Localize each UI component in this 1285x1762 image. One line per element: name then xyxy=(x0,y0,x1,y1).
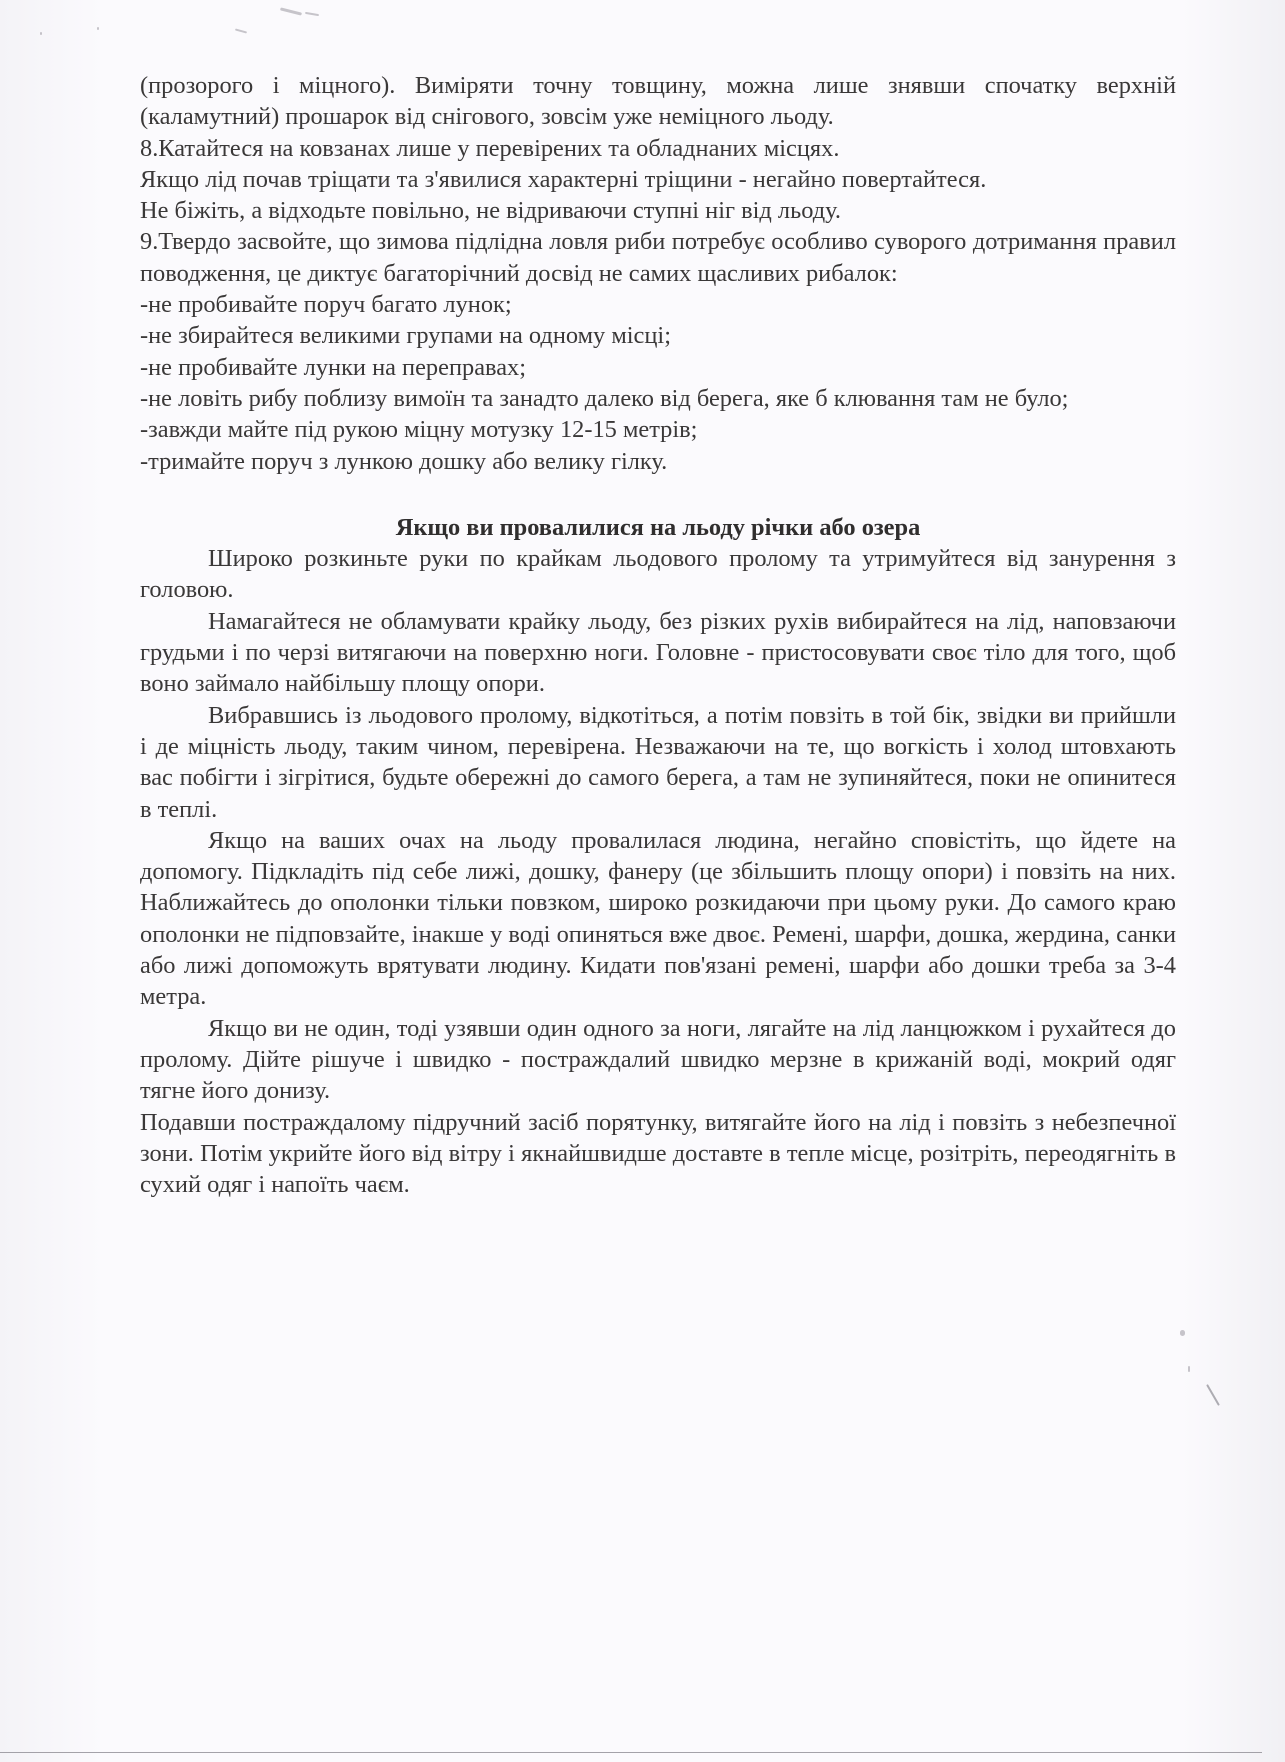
scan-speck xyxy=(235,28,247,33)
list-item: -не ловіть рибу поблизу вимоїн та занадто далеко від берега, яке б клювання там не було; xyxy=(140,384,1069,412)
paragraph-ice-thickness: (прозорого і міцного). Виміряти точну товщину, можна лише знявши спочатку верхній (каламутний) прошарок від снігового, зовсім уже неміцного льоду. xyxy=(140,72,1176,131)
scan-speck xyxy=(1180,1330,1185,1336)
document-body xyxy=(140,70,1176,1200)
paragraph-rule-8: 8.Катайтеся на ковзанах лише у перевірених та обладнаних місцях. xyxy=(140,134,840,162)
paragraph-rule-9: 9.Твердо засвойте, що зимова підлідна ловля риби потребує особливо суворого дотримання правил поводження, це диктує багаторічний досвід не самих щасливих рибалок: xyxy=(140,228,1176,287)
scan-speck xyxy=(1188,1366,1190,1372)
scan-speck xyxy=(280,7,302,15)
scan-speck xyxy=(40,32,42,35)
section-heading: Якщо ви провалилися на льоду річки або озера xyxy=(395,513,921,541)
scan-speck xyxy=(305,12,319,16)
list-item: -завжди майте під рукою міцну мотузку 12-15 метрів; xyxy=(140,416,698,444)
section-paragraph: Широко розкиньте руки по крайкам льодового пролому та утримуйтеся від занурення з головою. xyxy=(140,545,1176,604)
scan-speck xyxy=(1206,1384,1220,1406)
list-item: -не пробивайте поруч багато лунок; xyxy=(140,291,512,319)
list-item: -тримайте поруч з лункою дошку або велику гілку. xyxy=(140,447,668,475)
scan-edge-line xyxy=(0,1752,1262,1753)
list-item: -не пробивайте лунки на переправах; xyxy=(140,353,527,381)
paragraph-walk-slowly: Не біжіть, а відходьте повільно, не відриваючи ступні ніг від льоду. xyxy=(140,197,841,225)
section-paragraph: Намагайтеся не обламувати крайку льоду, без різких рухів вибирайтеся на лід, наповзаючи грудьми і по черзі витягаючи на поверхню ноги. Головне - пристосовувати своє тіло для того, щоб воно займало найбільшу площу опори. xyxy=(140,607,1176,698)
list-item: -не збирайтеся великими групами на одному місці; xyxy=(140,322,671,350)
section-closing-paragraph: Подавши постраждалому підручний засіб порятунку, витягайте його на лід і повзіть з небезпечної зони. Потім укрийте його від вітру і якнайшвидше доставте в тепле місце, розітріть, переодягніть в сухий одяг і напоїть чаєм. xyxy=(140,1108,1176,1199)
paragraph-ice-cracking: Якщо лід почав тріщати та з'явилися характерні тріщини - негайно повертайтеся. xyxy=(140,165,987,193)
section-paragraph: Вибравшись із льодового пролому, відкотіться, а потім повзіть в той бік, звідки ви прийшли і де міцність льоду, таким чином, перевірена. Незважаючи на те, що вогкість і холод штовхають вас побігти і зігрітися, будьте обережні до самого берега, а там не зупиняйтеся, поки не опинитеся в теплі. xyxy=(140,701,1176,823)
section-paragraph: Якщо ви не один, тоді узявши один одного за ноги, лягайте на лід ланцюжком і рухайтеся до пролому. Дійте рішуче і швидко - постраждалий швидко мерзне в крижаній воді, мокрий одяг тягне його донизу. xyxy=(140,1014,1176,1105)
section-paragraph: Якщо на ваших очах на льоду провалилася людина, негайно сповістіть, що йдете на допомогу. Підкладіть під себе лижі, дошку, фанеру (це збільшить площу опори) і повзіть на них. Наближайтесь до ополонки тільки повзком, широко розкидаючи при цьому руки. До самого краю ополонки не підповзайте, інакше у воді опиняться вже двоє. Ремені, шарфи, дошка, жердина, санки або лижі допоможуть врятувати людину. Кидати пов'язані ремені, шарфи або дошки треба за 3-4 метра. xyxy=(140,826,1176,1011)
scan-speck xyxy=(97,27,99,30)
